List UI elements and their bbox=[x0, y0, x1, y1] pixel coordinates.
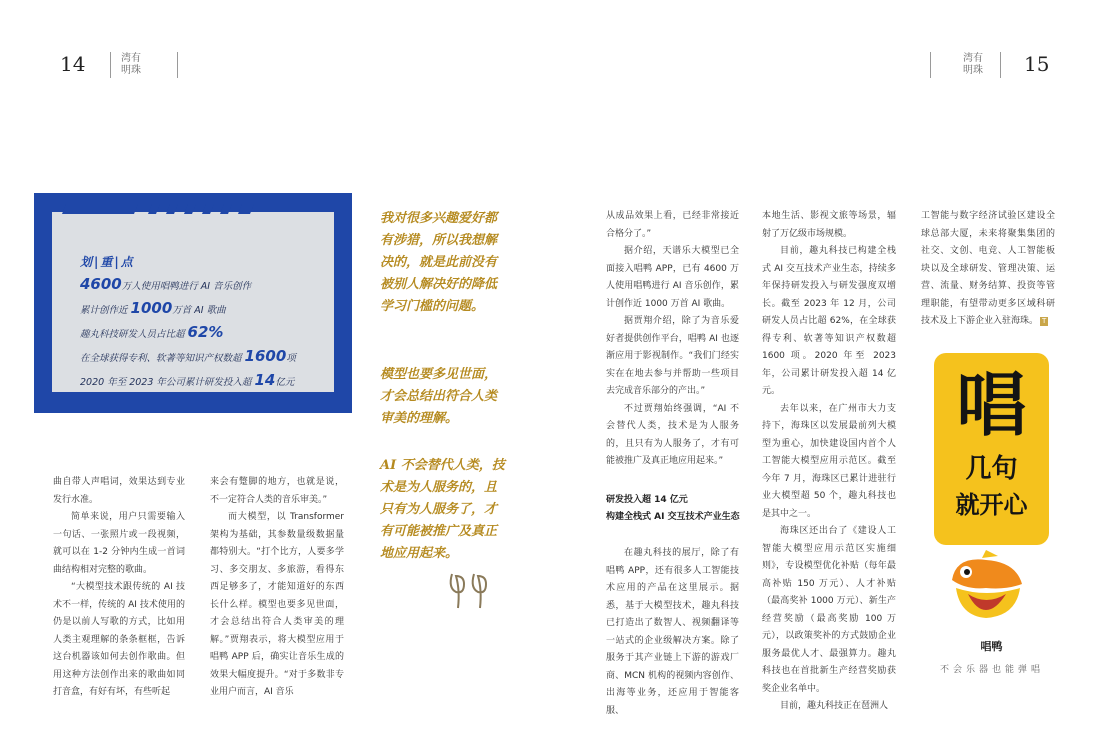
highlight-item-number: 62% bbox=[187, 323, 224, 341]
paragraph: 目前，趣丸科技已构建全栈式 AI 交互技术产业生态，持续多年保持研发投入与研发强度双增长。截至 2023 年 12 月，公司研发人员占比超 62%，在全球获得专利、软著等知识产权数超 1600 项。2020 年至 2023 年，公司累计研发投入超 14 亿元。 bbox=[762, 246, 896, 396]
ad-big-char: 唱 bbox=[956, 364, 1027, 446]
highlight-item bbox=[80, 277, 330, 294]
brand-line: 明珠 bbox=[121, 65, 141, 76]
left-header-divider-2 bbox=[177, 52, 178, 78]
body-column-1 bbox=[53, 474, 185, 710]
right-page-number: 15 bbox=[1024, 52, 1050, 76]
ad-brand-name: 唱鸭 bbox=[980, 640, 1003, 653]
right-header-brand bbox=[963, 53, 983, 77]
ad-line-2: 几句 bbox=[965, 454, 1018, 484]
brand-line: 明珠 bbox=[963, 65, 983, 76]
section-heading-line: 研发投入超 14 亿元 bbox=[606, 495, 688, 505]
paragraph: 曲自带人声唱词，效果达到专业发行水准。 bbox=[53, 477, 185, 505]
highlight-item-number: 14 bbox=[254, 371, 276, 389]
highlight-item-prefix: 累计创作近 bbox=[80, 305, 131, 316]
highlight-item-number: 1000 bbox=[130, 299, 173, 317]
ad-line-3: 就开心 bbox=[955, 491, 1028, 519]
paragraph-block bbox=[762, 208, 896, 716]
paragraph-block bbox=[606, 208, 739, 471]
paragraph-text: 工智能与数字经济试验区建设全球总部大厦，未来将聚集集团的社交、文创、电竞、人工智能板块以及全球研发、管理决策、运营、流量、财务结算、投资等管理职能，有望带动更多区域科研技术及上下游企业入驻海珠。 bbox=[921, 211, 1055, 326]
paragraph-block bbox=[53, 474, 185, 702]
section-heading bbox=[606, 492, 746, 526]
paragraph: 从成品效果上看，已经非常接近合格分了。” bbox=[606, 211, 739, 239]
paragraph: 目前，趣丸科技正在琶洲人 bbox=[780, 701, 889, 711]
paragraph: 去年以来，在广州市大力支持下，海珠区以发展最前列大模型为重心，加快建设国内首个人工智能大模型应用示范区。截至今年 7 月，海珠区已累计进驻行业大模型超 50 个，趣丸科技也是其中之一。 bbox=[762, 403, 896, 519]
paragraph: 海珠区还出台了《建设人工智能大模型应用示范区实施细则》，专设模型优化补贴（每年最高补贴 150 万元）、人才补贴（最高奖补 1000 万元）、新生产经营奖励（最高奖励 100 万元），以政策奖补的方式鼓励企业服务最优人才、最强算力。趣丸科技也在首批新生产经营奖励获奖企业名单中。 bbox=[762, 526, 896, 694]
paragraph: 据贾翔介绍，除了为音乐爱好者提供创作平台，唱鸭 AI 也逐渐应用于影视制作。“我们门经实实在在地去参与并帮助一些项目去完成音乐部分的产出。” bbox=[606, 316, 739, 396]
duck-mascot-icon bbox=[946, 550, 1036, 622]
left-page-number: 14 bbox=[60, 52, 86, 76]
pull-quote: AI 不会替代人类，技术是为人服务的，且只有为人服务了，才有可能被推广及真正地应用起来。 bbox=[380, 458, 505, 561]
brand-line: 湾有 bbox=[121, 53, 141, 64]
paragraph: 不过贾翔始终强调，“AI 不会替代人类，技术是为人服务的，且只有为人服务了，才有可能被推广及真正地应用起来。” bbox=[606, 403, 739, 466]
highlight-item-number: 1600 bbox=[244, 347, 287, 365]
highlight-item-prefix: 2020 年至 2023 年公司累计研发投入超 bbox=[80, 377, 255, 388]
paragraph: 据介绍，天谱乐大模型已全面接入唱鸭 APP，已有 4600 万人使用唱鸭进行 AI 音乐创作，累计创作近 1000 万首 AI 歌曲。 bbox=[606, 246, 739, 309]
paragraph-block bbox=[210, 474, 344, 702]
body-column-5 bbox=[921, 208, 1055, 330]
paragraph: 在趣丸科技的展厅，除了有唱鸭 APP，还有很多人工智能技术应用的产品在这里展示。据悉，基于大模型技术，趣丸科技已打造出了数智人、视频翻译等一站式的企业级解决方案。除了服务于其产业链上下游的游戏厂商、MCN 机构的视频内容创作、出海等业务，还应用于智能客服、 bbox=[606, 548, 739, 716]
right-header-divider bbox=[1000, 52, 1001, 78]
highlight-item bbox=[80, 325, 330, 342]
highlight-item-prefix: 在全球获得专利、软著等知识产权数超 bbox=[80, 353, 245, 364]
highlight-item bbox=[80, 301, 330, 318]
brand-line: 湾有 bbox=[963, 53, 983, 64]
highlight-item-number: 4600 bbox=[80, 275, 122, 293]
body-column-2 bbox=[210, 474, 344, 710]
ad-slogan: 不会乐器也能弹唱 bbox=[939, 665, 1044, 675]
highlight-item-suffix: 万人使用唱鸭进行 AI 音乐创作 bbox=[121, 281, 252, 292]
body-column-3 bbox=[606, 208, 739, 480]
paragraph: 简单来说，用户只需要输入一句话、一张照片或一段视频，就可以在 1-2 分钟内生成一首词曲结构相对完整的歌曲。 bbox=[53, 512, 185, 575]
left-header-divider bbox=[110, 52, 111, 78]
pull-quote: 模型也要多见世面，才会总结出符合人类审美的理解。 bbox=[380, 367, 498, 426]
body-column-3b bbox=[606, 545, 739, 716]
paragraph-block bbox=[606, 545, 739, 720]
highlight-stripes-decoration bbox=[58, 202, 258, 216]
highlight-item-suffix: 项 bbox=[286, 353, 296, 364]
highlight-item-suffix: 亿元 bbox=[275, 377, 295, 388]
paragraph: “大模型技术跟传统的 AI 技术不一样，传统的 AI 技术使用的仍是以前人写歌的方式，比如用人类主观理解的条条框框，告诉这台机器该如何去创作歌曲。但用这种方法创作出来的歌曲如同打音盒，有好有坏，有些听起 bbox=[53, 582, 185, 697]
paragraph: 本地生活、影视文旅等场景，辐射了万亿级市场规模。 bbox=[762, 211, 896, 239]
right-header-divider-2 bbox=[930, 52, 931, 78]
body-column-4 bbox=[762, 208, 896, 710]
paragraph: 来会有蹩脚的地方，也就是说，不一定符合人类的音乐审美。” bbox=[210, 477, 344, 505]
end-mark-icon: T bbox=[1042, 317, 1047, 325]
quote-marks-icon bbox=[446, 570, 492, 612]
highlight-list bbox=[80, 277, 330, 390]
highlight-item bbox=[80, 373, 330, 390]
paragraph: 而大模型，以 Transformer 架构为基础，其参数量级数据量都特别大。“打个比方，人要多学习、多交朋友、多旅游，看得东西足够多了，才能知道好的东西长什么样。模型也要多见世面，才会总结出符合人类审美的理解。”贾翔表示，将大模型应用于唱鸭 APP 后，确实让音乐生成的效果大幅度提升。“对于多数非专业用户而言，AI 音乐 bbox=[210, 512, 344, 697]
highlight-item-suffix: 万首 AI 歌曲 bbox=[172, 305, 226, 316]
pull-quote: 我对很多兴趣爱好都有涉猎，所以我想解决的，就是此前没有被别人解决好的降低学习门槛的问题。 bbox=[380, 211, 498, 314]
section-heading-line: 构建全栈式 AI 交互技术产业生态 bbox=[606, 512, 740, 522]
left-header-brand bbox=[121, 53, 141, 77]
highlight-item-prefix: 趣丸科技研发人员占比超 bbox=[80, 329, 188, 340]
highlight-item bbox=[80, 349, 330, 366]
highlight-title: 划|重|点 bbox=[80, 255, 135, 269]
